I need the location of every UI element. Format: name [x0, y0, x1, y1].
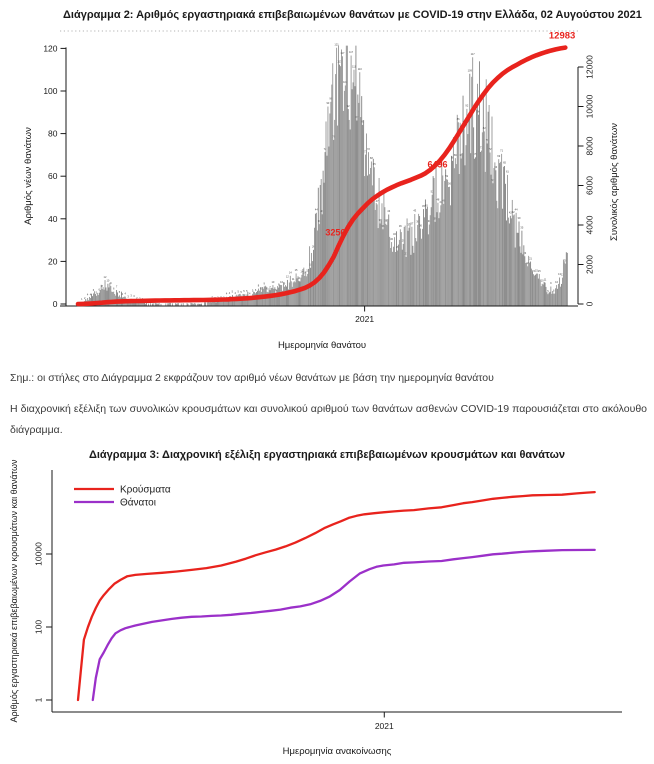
svg-text:5: 5 — [118, 291, 121, 295]
svg-text:5: 5 — [240, 291, 242, 295]
svg-text:1: 1 — [33, 697, 44, 703]
svg-text:21: 21 — [529, 257, 533, 261]
svg-text:1: 1 — [191, 298, 193, 302]
svg-text:44: 44 — [314, 208, 318, 212]
svg-text:2: 2 — [84, 296, 86, 300]
svg-text:47: 47 — [439, 200, 443, 204]
svg-text:6: 6 — [98, 288, 100, 292]
svg-text:93: 93 — [326, 102, 330, 106]
svg-text:2: 2 — [214, 297, 216, 300]
svg-text:4: 4 — [86, 293, 89, 297]
svg-text:35: 35 — [520, 226, 524, 230]
svg-text:65: 65 — [372, 163, 376, 166]
svg-text:82: 82 — [482, 127, 486, 131]
svg-text:38: 38 — [416, 220, 420, 224]
svg-text:121: 121 — [334, 43, 339, 47]
svg-text:5: 5 — [95, 291, 98, 295]
svg-text:6000: 6000 — [584, 176, 595, 195]
svg-text:71: 71 — [364, 150, 367, 154]
svg-text:68: 68 — [369, 157, 373, 161]
svg-text:90: 90 — [477, 110, 480, 114]
svg-text:4: 4 — [234, 292, 237, 296]
svg-text:4: 4 — [121, 293, 124, 297]
chart3-axes — [9, 459, 622, 757]
svg-text:4: 4 — [225, 292, 228, 296]
svg-text:7: 7 — [269, 285, 271, 289]
chart2-title: Διάγραμμα 2: Αριθμός εργαστηριακά επιβεβαιωμένων θανάτων με COVID-19 στην Ελλάδα, 02 Αυγούστου 2021 — [63, 9, 642, 21]
svg-text:15: 15 — [537, 269, 541, 273]
svg-text:11: 11 — [291, 278, 295, 282]
svg-text:38: 38 — [384, 219, 388, 223]
svg-text:5: 5 — [243, 289, 245, 293]
svg-text:36: 36 — [398, 224, 402, 228]
svg-text:18: 18 — [526, 261, 530, 265]
svg-text:8: 8 — [257, 284, 260, 288]
svg-text:70: 70 — [474, 153, 478, 157]
svg-text:0: 0 — [52, 299, 58, 309]
svg-text:6: 6 — [260, 287, 263, 291]
svg-text:39: 39 — [517, 217, 521, 221]
svg-text:5: 5 — [547, 289, 549, 293]
svg-text:78: 78 — [332, 135, 336, 139]
svg-text:84: 84 — [462, 121, 466, 125]
svg-text:38: 38 — [317, 219, 321, 223]
svg-text:73: 73 — [479, 146, 483, 150]
svg-text:20: 20 — [563, 259, 567, 263]
svg-text:117: 117 — [340, 51, 345, 55]
svg-text:10: 10 — [106, 279, 110, 283]
svg-text:23: 23 — [523, 251, 527, 255]
svg-text:100: 100 — [33, 619, 44, 635]
svg-text:Ημερομηνία θανάτου: Ημερομηνία θανάτου — [277, 340, 367, 351]
svg-text:92: 92 — [346, 104, 350, 108]
svg-text:69: 69 — [459, 154, 463, 158]
legend-label-0: Κρούσματα — [120, 484, 171, 496]
svg-text:117: 117 — [348, 51, 354, 55]
svg-text:32: 32 — [393, 232, 396, 236]
svg-text:14: 14 — [288, 271, 292, 275]
svg-text:1: 1 — [167, 299, 170, 303]
svg-text:43: 43 — [413, 209, 417, 213]
svg-text:86: 86 — [456, 118, 460, 121]
svg-text:109: 109 — [467, 69, 472, 73]
svg-text:10: 10 — [540, 279, 544, 283]
svg-text:2: 2 — [136, 297, 138, 301]
svg-text:3: 3 — [127, 295, 129, 299]
chart3-legend — [74, 484, 171, 509]
svg-text:85: 85 — [361, 120, 365, 124]
svg-text:38: 38 — [427, 220, 431, 224]
svg-text:6: 6 — [266, 287, 268, 291]
svg-text:10000: 10000 — [584, 94, 595, 119]
svg-text:5: 5 — [251, 289, 254, 293]
svg-text:15: 15 — [306, 269, 310, 273]
svg-text:4: 4 — [124, 292, 126, 296]
svg-text:9: 9 — [110, 281, 112, 285]
svg-text:113: 113 — [337, 60, 342, 64]
svg-text:Συνολικός αριθμός θανάτων: Συνολικός αριθμός θανάτων — [609, 123, 620, 241]
svg-text:2: 2 — [211, 295, 213, 299]
svg-text:76: 76 — [485, 139, 489, 143]
svg-text:72: 72 — [366, 147, 370, 151]
svg-text:63: 63 — [494, 165, 498, 169]
svg-text:87: 87 — [355, 116, 359, 120]
svg-text:1: 1 — [156, 299, 158, 303]
svg-text:30: 30 — [390, 237, 394, 241]
svg-text:6: 6 — [112, 287, 115, 291]
svg-text:71: 71 — [500, 149, 504, 153]
svg-text:2: 2 — [139, 297, 141, 301]
svg-text:45: 45 — [424, 204, 428, 208]
svg-text:42: 42 — [508, 211, 512, 215]
svg-text:2000: 2000 — [584, 255, 595, 274]
svg-text:5: 5 — [246, 290, 248, 294]
svg-text:3: 3 — [133, 295, 135, 299]
svg-text:37: 37 — [410, 222, 414, 226]
svg-text:9: 9 — [550, 282, 552, 286]
svg-text:6: 6 — [92, 289, 95, 293]
svg-text:80: 80 — [48, 128, 58, 139]
svg-text:110: 110 — [357, 67, 362, 71]
svg-text:26: 26 — [395, 246, 399, 250]
svg-text:15: 15 — [534, 269, 538, 273]
svg-text:6496: 6496 — [427, 159, 448, 170]
chart3-title: Διάγραμμα 3: Διαχρονική εξέλιξη εργαστηριακά επιβεβαιωμένων κρουσμάτων και θανάτων — [88, 449, 566, 461]
svg-text:12: 12 — [103, 275, 107, 279]
svg-text:0: 0 — [584, 301, 595, 307]
svg-text:3256: 3256 — [325, 227, 346, 238]
svg-text:37: 37 — [407, 223, 411, 227]
svg-text:52: 52 — [430, 190, 434, 194]
svg-text:20: 20 — [48, 256, 58, 267]
svg-text:1: 1 — [176, 299, 179, 303]
svg-text:15: 15 — [294, 269, 298, 273]
svg-text:120: 120 — [43, 43, 58, 54]
svg-text:61: 61 — [505, 170, 509, 174]
svg-text:3: 3 — [130, 294, 132, 298]
svg-text:10: 10 — [271, 280, 275, 284]
svg-text:4: 4 — [228, 291, 231, 295]
svg-text:3: 3 — [220, 295, 222, 299]
svg-text:5: 5 — [231, 290, 234, 294]
series-line-cases — [78, 492, 595, 700]
svg-text:12: 12 — [285, 275, 289, 279]
svg-text:4: 4 — [89, 293, 92, 297]
svg-text:Ημερομηνία ανακοίνωσης: Ημερομηνία ανακοίνωσης — [282, 746, 392, 757]
svg-text:48: 48 — [442, 199, 446, 203]
svg-text:10000: 10000 — [33, 542, 44, 566]
svg-text:5: 5 — [237, 290, 239, 294]
svg-text:69: 69 — [497, 154, 501, 158]
svg-text:117: 117 — [470, 52, 475, 56]
svg-text:11: 11 — [543, 278, 547, 282]
svg-text:7: 7 — [115, 285, 118, 289]
svg-text:8: 8 — [277, 283, 280, 287]
svg-text:103: 103 — [343, 81, 348, 85]
svg-text:2021: 2021 — [374, 721, 394, 731]
svg-text:4000: 4000 — [584, 215, 595, 235]
svg-text:18: 18 — [309, 263, 312, 267]
svg-text:111: 111 — [351, 65, 356, 69]
svg-text:Αριθμός νέων θανάτων: Αριθμός νέων θανάτων — [23, 127, 34, 225]
svg-text:69: 69 — [453, 153, 457, 157]
svg-text:8: 8 — [101, 284, 103, 288]
svg-text:29: 29 — [401, 239, 405, 243]
svg-text:8000: 8000 — [584, 136, 595, 156]
svg-text:2: 2 — [217, 296, 219, 300]
svg-text:1: 1 — [165, 299, 167, 303]
svg-text:14: 14 — [303, 271, 307, 275]
svg-text:11: 11 — [297, 276, 301, 280]
svg-text:44: 44 — [514, 208, 518, 212]
legend-label-1: Θάνατοι — [120, 497, 156, 509]
svg-text:12983: 12983 — [548, 30, 576, 42]
svg-text:13: 13 — [558, 273, 561, 277]
svg-text:12000: 12000 — [584, 55, 595, 79]
svg-text:10: 10 — [555, 280, 559, 284]
svg-text:56: 56 — [448, 182, 451, 186]
svg-text:1: 1 — [208, 298, 210, 302]
svg-text:40: 40 — [48, 213, 58, 224]
note-diagram2: Σημ.: οι στήλες στο Διάγραμμα 2 εκφράζουν τον αριθμό νέων θανάτων με βάση την ημερομηνία θανάτου — [10, 372, 494, 384]
svg-text:26: 26 — [311, 245, 315, 249]
svg-text:57: 57 — [491, 178, 495, 182]
svg-text:68: 68 — [450, 156, 454, 160]
svg-text:39: 39 — [433, 217, 437, 221]
svg-text:92: 92 — [465, 104, 469, 108]
svg-text:1: 1 — [81, 298, 83, 302]
svg-text:47: 47 — [375, 200, 379, 204]
svg-text:6: 6 — [553, 289, 555, 293]
svg-text:2021: 2021 — [355, 314, 375, 324]
svg-text:59: 59 — [445, 174, 449, 178]
svg-text:48: 48 — [436, 198, 440, 202]
svg-text:96: 96 — [329, 97, 333, 101]
svg-text:39: 39 — [378, 219, 382, 223]
svg-text:100: 100 — [43, 86, 58, 96]
svg-text:36: 36 — [419, 224, 422, 228]
svg-text:6: 6 — [254, 289, 257, 293]
svg-text:42: 42 — [511, 211, 515, 215]
svg-text:23: 23 — [404, 252, 408, 256]
paragraph-evolution: Η διαχρονική εξέλιξη των συνολικών κρουσμάτων και συνολικού αριθμού των θανάτων ασθενών COVID-19 παρουσιάζεται στο ακόλουθο διάγραμμα. — [10, 403, 647, 436]
svg-text:14: 14 — [300, 270, 304, 274]
svg-text:43: 43 — [387, 210, 391, 214]
svg-text:10: 10 — [280, 280, 284, 284]
svg-text:9: 9 — [283, 282, 286, 286]
svg-text:1: 1 — [182, 298, 184, 302]
svg-text:45: 45 — [422, 204, 425, 208]
svg-text:1: 1 — [147, 299, 150, 303]
svg-text:9: 9 — [263, 282, 265, 286]
svg-text:15: 15 — [532, 269, 535, 273]
svg-text:1: 1 — [194, 298, 196, 302]
svg-text:43: 43 — [320, 209, 324, 213]
svg-text:72: 72 — [488, 148, 492, 152]
svg-text:1: 1 — [141, 298, 144, 302]
svg-text:13: 13 — [560, 273, 564, 277]
svg-text:6: 6 — [275, 288, 277, 292]
svg-text:Αριθμός εργαστηριακά επιβεβαιω: Αριθμός εργαστηριακά επιβεβαιωμένων κρουσμάτων και θανάτων — [9, 459, 19, 723]
svg-text:72: 72 — [323, 147, 327, 151]
svg-text:60: 60 — [48, 171, 58, 182]
svg-text:2: 2 — [222, 296, 225, 300]
svg-text:36: 36 — [381, 224, 385, 228]
chart3-series — [78, 492, 595, 700]
svg-text:4: 4 — [249, 292, 251, 296]
svg-text:65: 65 — [503, 161, 506, 165]
